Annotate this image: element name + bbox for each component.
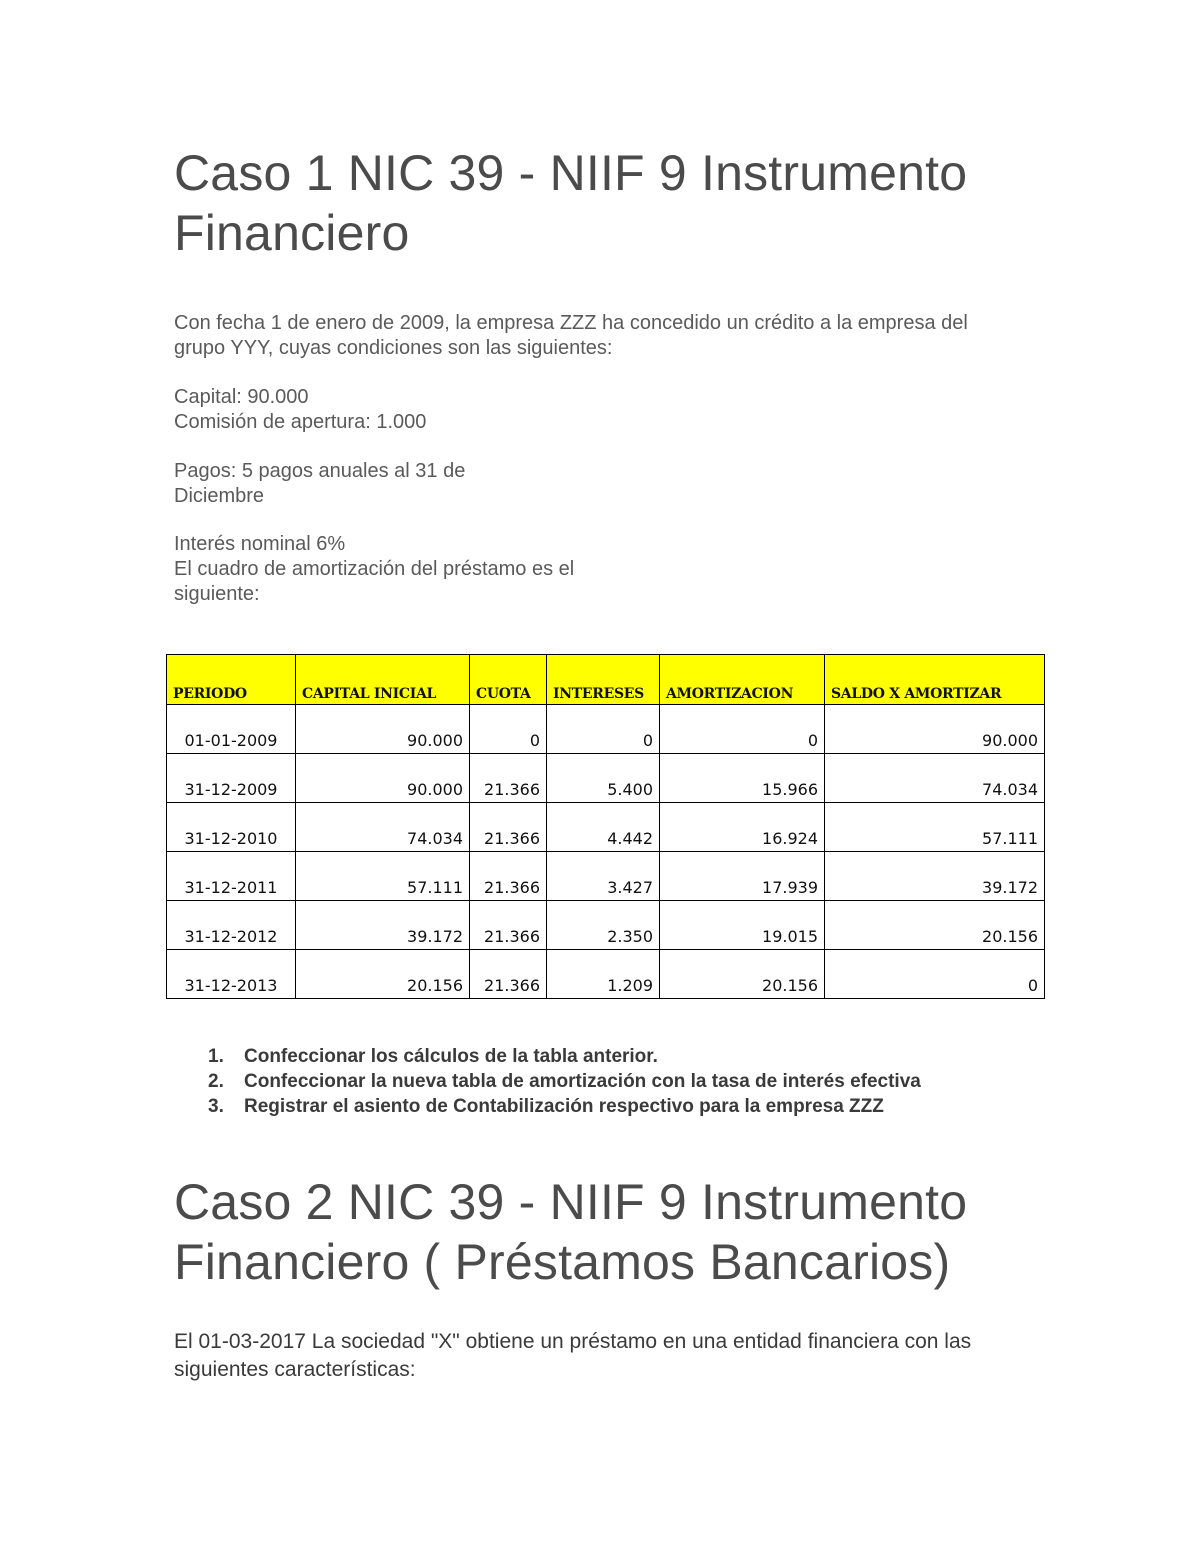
list-item [208, 1094, 921, 1119]
case1-intro-line2: grupo YYY, cuyas condiciones son las siguientes: [174, 337, 613, 359]
table-row [167, 901, 1045, 950]
list-item-text: Registrar el asiento de Contabilización respectivo para la empresa ZZZ [244, 1096, 884, 1117]
case1-title-line2: Financiero [174, 205, 410, 261]
cell-saldo: 0 [825, 950, 1045, 999]
case1-pagos-line1: Pagos: 5 pagos anuales al 31 de [174, 460, 466, 482]
case2-title-line2: Financiero ( Préstamos Bancarios) [174, 1234, 951, 1290]
table-row [167, 852, 1045, 901]
cell-cuota: 21.366 [470, 754, 547, 803]
case1-comision: Comisión de apertura: 1.000 [174, 411, 427, 433]
cell-saldo: 20.156 [825, 901, 1045, 950]
case1-cuadro-line1: El cuadro de amortización del préstamo es el [174, 558, 575, 580]
case1-pagos [174, 459, 465, 509]
cell-capital-inicial: 20.156 [296, 950, 470, 999]
cell-intereses: 0 [547, 705, 660, 754]
cell-intereses: 2.350 [547, 901, 660, 950]
cell-periodo: 31-12-2009 [167, 754, 296, 803]
cell-periodo: 01-01-2009 [167, 705, 296, 754]
cell-amortizacion: 20.156 [660, 950, 825, 999]
table-row [167, 754, 1045, 803]
case1-interes-block [174, 532, 574, 607]
case1-interes: Interés nominal 6% [174, 533, 346, 555]
table-row [167, 950, 1045, 999]
cell-intereses: 5.400 [547, 754, 660, 803]
case1-title [174, 143, 967, 263]
cell-amortizacion: 15.966 [660, 754, 825, 803]
list-item-number: 2. [208, 1071, 224, 1092]
cell-capital-inicial: 74.034 [296, 803, 470, 852]
cell-intereses: 3.427 [547, 852, 660, 901]
case2-intro [174, 1328, 971, 1384]
cell-periodo: 31-12-2011 [167, 852, 296, 901]
cell-saldo: 90.000 [825, 705, 1045, 754]
case1-pagos-line2: Diciembre [174, 485, 265, 507]
cell-cuota: 21.366 [470, 852, 547, 901]
case1-title-line1: Caso 1 NIC 39 - NIIF 9 Instrumento [174, 145, 968, 201]
case1-terms [174, 385, 426, 435]
case1-intro-line1: Con fecha 1 de enero de 2009, la empresa ZZZ ha concedido un crédito a la empresa del [174, 312, 968, 334]
cell-capital-inicial: 90.000 [296, 754, 470, 803]
case1-capital: Capital: 90.000 [174, 386, 309, 408]
cell-intereses: 1.209 [547, 950, 660, 999]
cell-intereses: 4.442 [547, 803, 660, 852]
cell-cuota: 21.366 [470, 901, 547, 950]
table-header-row [167, 655, 1045, 705]
case1-cuadro-line2: siguiente: [174, 583, 260, 605]
cell-capital-inicial: 39.172 [296, 901, 470, 950]
task-list [208, 1044, 921, 1119]
amortization-table [166, 654, 1045, 999]
cell-amortizacion: 16.924 [660, 803, 825, 852]
cell-capital-inicial: 57.111 [296, 852, 470, 901]
case1-intro [174, 311, 968, 361]
cell-cuota: 0 [470, 705, 547, 754]
cell-amortizacion: 17.939 [660, 852, 825, 901]
cell-amortizacion: 0 [660, 705, 825, 754]
case2-title [174, 1172, 967, 1292]
table-row [167, 705, 1045, 754]
header-intereses: INTERESES [547, 655, 660, 705]
cell-cuota: 21.366 [470, 950, 547, 999]
list-item-text: Confeccionar los cálculos de la tabla anterior. [244, 1046, 658, 1067]
header-periodo: PERIODO [167, 655, 296, 705]
cell-periodo: 31-12-2013 [167, 950, 296, 999]
case2-intro-line1: El 01-03-2017 La sociedad "X" obtiene un préstamo en una entidad financiera con las [174, 1330, 972, 1353]
header-capital-inicial: CAPITAL INICIAL [296, 655, 470, 705]
list-item [208, 1069, 921, 1094]
list-item-text: Confeccionar la nueva tabla de amortización con la tasa de interés efectiva [244, 1071, 921, 1092]
table-row [167, 803, 1045, 852]
cell-amortizacion: 19.015 [660, 901, 825, 950]
case2-title-line1: Caso 2 NIC 39 - NIIF 9 Instrumento [174, 1174, 968, 1230]
case2-intro-line2: siguientes características: [174, 1358, 416, 1381]
cell-saldo: 57.111 [825, 803, 1045, 852]
header-cuota: CUOTA [470, 655, 547, 705]
list-item [208, 1044, 921, 1069]
cell-periodo: 31-12-2010 [167, 803, 296, 852]
header-saldo-x-amortizar: SALDO X AMORTIZAR [825, 655, 1045, 705]
cell-capital-inicial: 90.000 [296, 705, 470, 754]
cell-periodo: 31-12-2012 [167, 901, 296, 950]
cell-cuota: 21.366 [470, 803, 547, 852]
cell-saldo: 74.034 [825, 754, 1045, 803]
list-item-number: 3. [208, 1096, 224, 1117]
list-item-number: 1. [208, 1046, 224, 1067]
cell-saldo: 39.172 [825, 852, 1045, 901]
header-amortizacion: AMORTIZACION [660, 655, 825, 705]
